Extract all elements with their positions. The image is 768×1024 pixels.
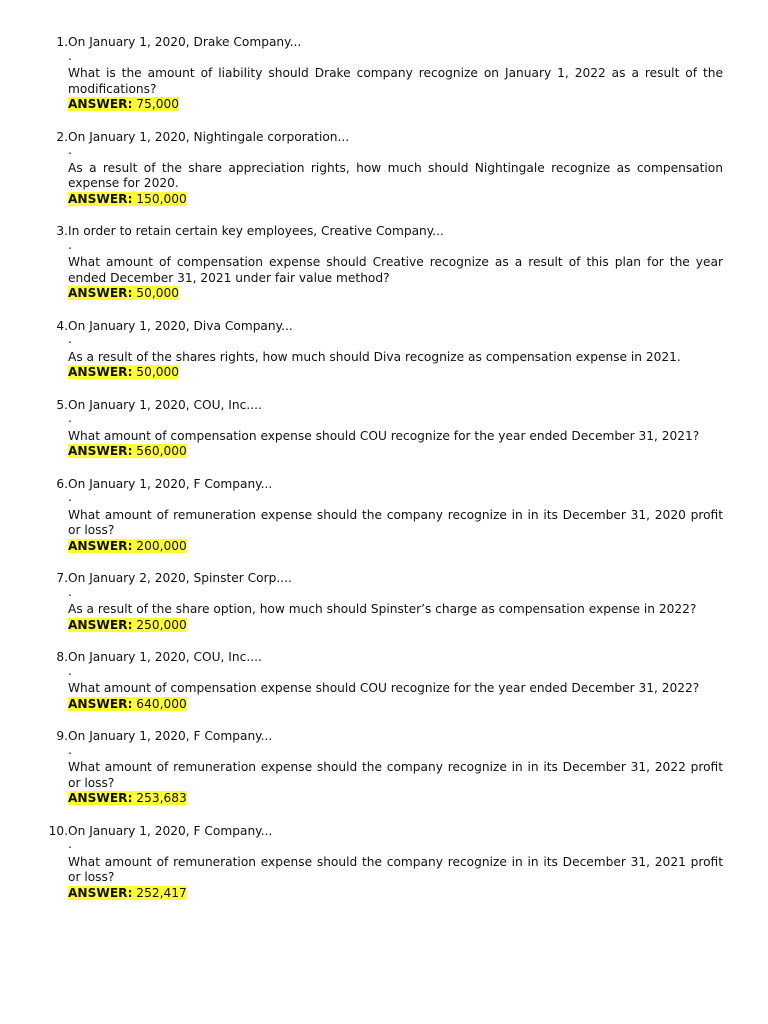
question-text: As a result of the share appreciation rights, how much should Nightingale recognize as compensation expense for 2020. <box>68 160 723 190</box>
answer-label: ANSWER: <box>68 791 133 805</box>
question-text: What amount of remuneration expense should the company recognize in in its December 31, 2022 profit or loss? <box>68 760 723 790</box>
ellipsis-dot: . <box>68 837 72 851</box>
ellipsis-dot: . <box>68 237 72 252</box>
answer-value: 560,000 <box>132 444 187 458</box>
question-item-7 <box>45 571 723 633</box>
question-content <box>68 571 723 633</box>
question-item-1 <box>45 35 723 113</box>
question-text: What amount of compensation expense should COU recognize for the year ended December 31, 2022? <box>68 681 700 695</box>
answer-label: ANSWER: <box>68 365 133 379</box>
question-title: On January 1, 2020, Drake Company... <box>68 35 302 49</box>
question-content <box>68 650 723 712</box>
question-number: 8. <box>56 650 68 664</box>
question-content <box>68 35 723 113</box>
answer-label: ANSWER: <box>68 885 133 900</box>
question-content <box>68 130 723 208</box>
question-title: On January 1, 2020, Diva Company... <box>68 318 293 333</box>
answer-line <box>68 97 723 113</box>
answer-line <box>68 618 723 634</box>
answer-label: ANSWER: <box>68 538 133 553</box>
answer-line <box>68 192 723 208</box>
question-item-2 <box>45 130 723 208</box>
question-number: 3. <box>56 224 68 238</box>
answer-label: ANSWER: <box>68 286 133 300</box>
question-content <box>68 477 723 555</box>
question-text: As a result of the shares rights, how much should Diva recognize as compensation expense in 2021. <box>68 349 681 364</box>
question-number: 4. <box>56 318 68 333</box>
answer-value: 50,000 <box>132 365 179 379</box>
question-title: In order to retain certain key employees, Creative Company... <box>68 224 444 238</box>
answer-label: ANSWER: <box>68 191 133 206</box>
question-text: What amount of compensation expense should COU recognize for the year ended December 31, 2021? <box>68 428 700 443</box>
answer-value: 200,000 <box>132 538 187 553</box>
question-text: What amount of compensation expense should Creative recognize as a result of this plan for the year ended December 31, 2021 under fair value method? <box>68 255 723 285</box>
question-number: 10. <box>48 823 68 838</box>
question-item-10 <box>45 824 723 902</box>
ellipsis-dot: . <box>68 143 72 157</box>
question-number: 7. <box>56 571 68 585</box>
answer-line <box>68 697 723 713</box>
answer-label: ANSWER: <box>68 444 133 458</box>
question-text: What amount of remuneration expense should the company recognize in in its December 31, 2020 profit or loss? <box>68 507 723 537</box>
question-number: 5. <box>56 397 68 412</box>
question-text: What is the amount of liability should Drake company recognize on January 1, 2022 as a result of the modifications? <box>68 66 723 96</box>
question-list <box>45 35 723 901</box>
answer-label: ANSWER: <box>68 97 133 111</box>
answer-value: 250,000 <box>132 617 187 632</box>
question-item-3 <box>45 224 723 302</box>
question-title: On January 1, 2020, F Company... <box>68 476 273 491</box>
question-item-6 <box>45 477 723 555</box>
answer-label: ANSWER: <box>68 617 133 632</box>
ellipsis-dot: . <box>68 663 72 678</box>
answer-value: 150,000 <box>132 191 187 206</box>
ellipsis-dot: . <box>68 332 72 346</box>
question-number: 9. <box>56 729 68 743</box>
ellipsis-dot: . <box>68 48 72 63</box>
question-item-5 <box>45 398 723 460</box>
ellipsis-dot: . <box>68 742 72 757</box>
question-title: On January 1, 2020, COU, Inc.... <box>68 397 262 412</box>
answer-value: 252,417 <box>132 885 187 900</box>
question-title: On January 1, 2020, Nightingale corporation... <box>68 129 350 144</box>
answer-line <box>68 886 723 902</box>
answer-label: ANSWER: <box>68 696 133 711</box>
answer-value: 75,000 <box>132 97 179 111</box>
answer-value: 640,000 <box>132 696 187 711</box>
question-title: On January 1, 2020, F Company... <box>68 823 273 838</box>
question-text: What amount of remuneration expense should the company recognize in in its December 31, 2021 profit or loss? <box>68 854 723 884</box>
question-content <box>68 224 723 302</box>
question-content <box>68 398 723 460</box>
answer-line <box>68 286 723 302</box>
question-item-4 <box>45 319 723 381</box>
question-item-9 <box>45 729 723 807</box>
answer-line <box>68 444 723 460</box>
question-number: 1. <box>56 35 68 49</box>
ellipsis-dot: . <box>68 411 72 425</box>
question-content <box>68 319 723 381</box>
question-item-8 <box>45 650 723 712</box>
question-number: 2. <box>56 129 68 144</box>
answer-line <box>68 539 723 555</box>
question-title: On January 1, 2020, COU, Inc.... <box>68 650 262 664</box>
ellipsis-dot: . <box>68 490 72 504</box>
question-content <box>68 824 723 902</box>
answer-line <box>68 365 723 381</box>
question-content <box>68 729 723 807</box>
question-number: 6. <box>56 476 68 491</box>
answer-line <box>68 791 723 807</box>
question-title: On January 1, 2020, F Company... <box>68 729 273 743</box>
answer-value: 253,683 <box>132 791 187 805</box>
question-text: As a result of the share option, how much should Spinster’s charge as compensation expense in 2022? <box>68 602 697 616</box>
question-title: On January 2, 2020, Spinster Corp.... <box>68 571 292 585</box>
ellipsis-dot: . <box>68 584 72 599</box>
answer-value: 50,000 <box>132 286 179 300</box>
